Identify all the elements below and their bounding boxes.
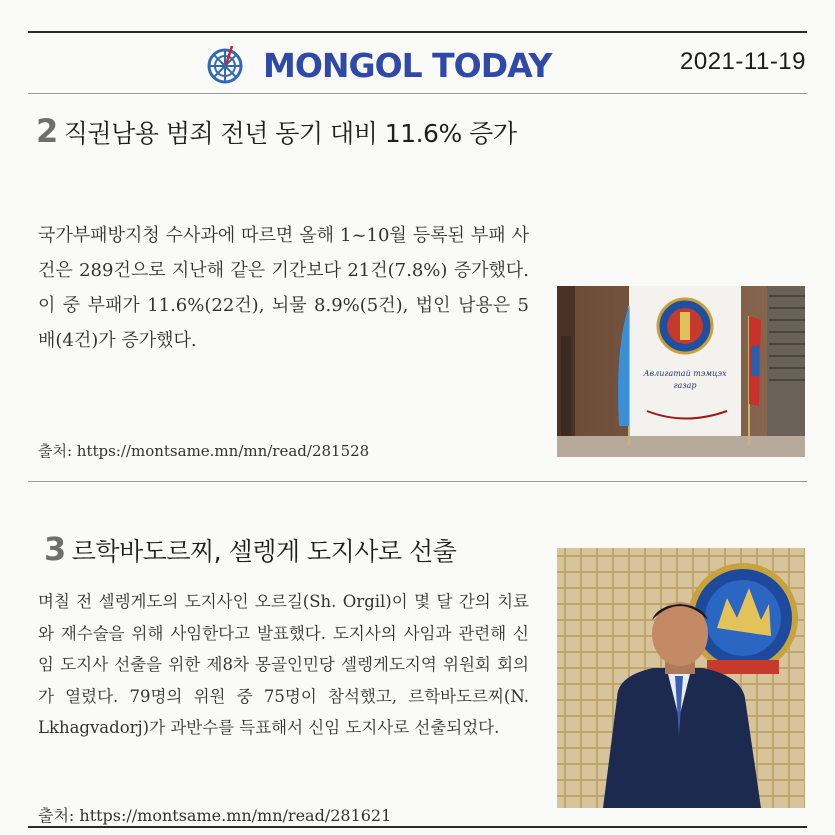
wheel-logo-icon bbox=[205, 45, 245, 85]
article-source-link[interactable]: 출처: https://montsame.mn/mn/read/281621 bbox=[38, 806, 392, 825]
article-number: 3 bbox=[44, 530, 66, 568]
article-number: 2 bbox=[36, 112, 58, 150]
svg-text:Авлигатай тэмцэх: Авлигатай тэмцэх bbox=[643, 369, 727, 378]
article-title: 르학바도르찌, 셀렝게 도지사로 선출 bbox=[71, 537, 457, 566]
brand-title: MONGOL TODAY bbox=[263, 45, 552, 85]
article-source-link[interactable]: 출처: https://montsame.mn/mn/read/281528 bbox=[38, 442, 370, 460]
issue-date: 2021-11-19 bbox=[680, 48, 806, 75]
masthead bbox=[205, 40, 551, 90]
article-body: 국가부패방지청 수사과에 따르면 올해 1~10월 등록된 부패 사건은 289건으로 지난해 같은 기간보다 21건(7.8%) 증가했다. 이 중 부패가 11.6%(22건), 뇌물 8.9%(5건), 법인 남용은 5배(4건)가 증가했다. bbox=[38, 225, 529, 351]
article-body: 며칠 전 셀렝게도의 도지사인 오르길(Sh. Orgil)이 몇 달 간의 치료와 재수술을 위해 사임한다고 발표했다. 도지사의 사임과 관련해 신임 도지사 선출을 위한 제8차 몽골인민당 셀렝게도지역 위원회 회의가 열렸다. 79명의 위원 중 75명이 참석했고, 르학바도르찌(N. Lkhagvadorj)가 과반수를 득표해서 신임 도지사로 선출되었다. bbox=[38, 592, 529, 737]
government-emblem-flags-photo bbox=[557, 286, 805, 457]
top-rule bbox=[28, 31, 807, 33]
article-headline bbox=[36, 112, 516, 150]
article-title: 직권남용 범죄 전년 동기 대비 11.6% 증가 bbox=[63, 119, 517, 148]
article-headline bbox=[44, 530, 456, 568]
bottom-rule bbox=[28, 826, 807, 828]
article-divider bbox=[28, 481, 807, 482]
governor-portrait-photo bbox=[557, 548, 805, 808]
header-divider bbox=[28, 93, 807, 94]
svg-text:газар: газар bbox=[673, 381, 697, 390]
